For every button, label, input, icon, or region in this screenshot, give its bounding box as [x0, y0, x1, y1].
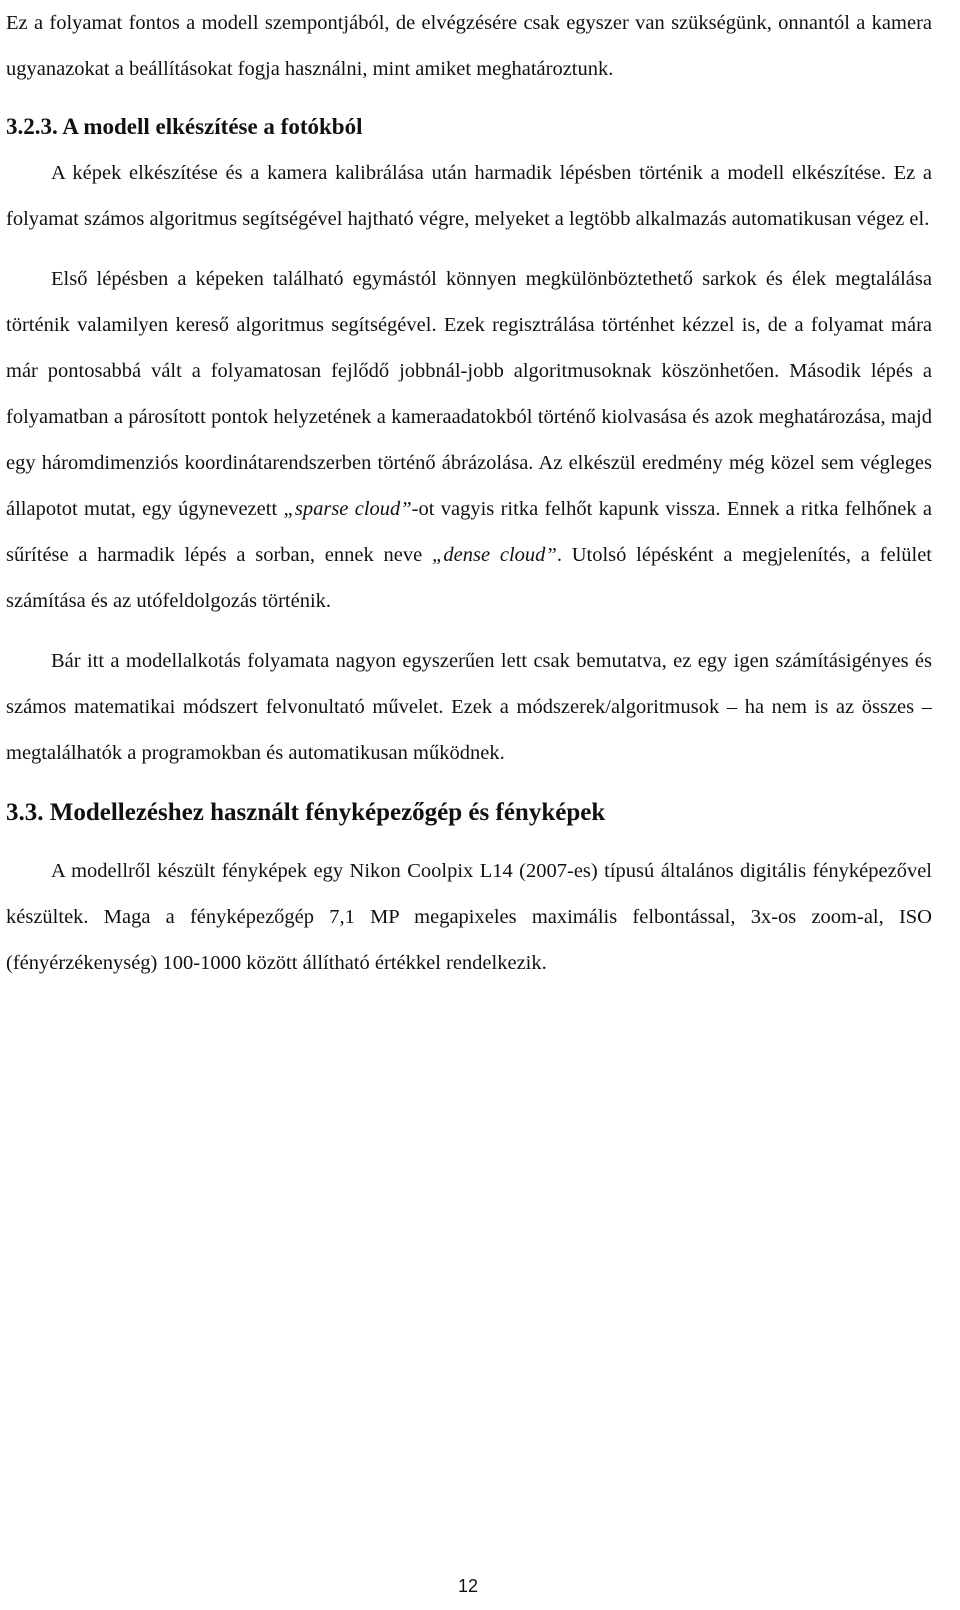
- section-heading: 3.3. Modellezéshez használt fényképezőgép és fényképek: [6, 799, 606, 826]
- model-creation-paragraph: A képek elkészítése és a kamera kalibrálása után harmadik lépésben történik a modell elkészítése. Ez a folyamat számos algoritmus segítségével hajtható végre, melyeket a legtöbb alkalmazás automatikusan végez el.: [6, 162, 932, 230]
- page-number: 12: [457, 1576, 479, 1596]
- process-steps-text-3: . Utolsó lépésként a megjelenítés, a felület számítása és az utófeldolgozás történik.: [6, 544, 933, 612]
- process-steps-text-1: Első lépésben a képeken található egymástól könnyen megkülönböztethető sarkok és élek megtalálása történik valamilyen kereső algoritmus segítségével. Ezek regisztrálása történhet kézzel is, de a folyamat mára már pontosabbá vált a folyamatosan fejlődő jobbnál-jobb algoritmusoknak köszönhetően. Második lépés a folyamatban a párosított pontok helyzetének a kameraadatokból történő kiolvasása és azok meghatározása, majd egy háromdimenziós koordinátarendszerben történő ábrázolása. Az elkészül eredmény még közel sem végleges állapotot mutat, egy úgynevezett: [6, 268, 932, 520]
- process-steps-paragraph: [6, 256, 932, 624]
- document-page: [6, 0, 932, 986]
- intro-paragraph: Ez a folyamat fontos a modell szempontjából, de elvégzésére csak egyszer van szükségünk, onnantól a kamera ugyanazokat a beállításokat fogja használni, mint amiket meghatároztunk.: [6, 12, 932, 80]
- camera-paragraph: A modellről készült fényképek egy Nikon Coolpix L14 (2007-es) típusú általános digitális fényképezővel készültek. Maga a fényképezőgép 7,1 MP megapixeles maximális felbontással, 3x-os zoom-al, ISO (fényérzékenység) 100-1000 között állítható értékkel rendelkezik.: [6, 860, 932, 974]
- summary-paragraph: Bár itt a modellalkotás folyamata nagyon egyszerűen lett csak bemutatva, ez egy igen számításigényes és számos matematikai módszert felvonultató művelet. Ezek a módszerek/algoritmusok – ha nem is az összes – megtalálhatók a programokban és automatikusan működnek.: [6, 650, 932, 764]
- process-steps-text-2: -ot vagyis ritka felhőt kapunk vissza. Ennek a ritka felhőnek a sűrítése a harmadik lépés a sorban, ennek neve: [6, 498, 932, 566]
- subsection-heading: 3.2.3. A modell elkészítése a fotókból: [6, 114, 363, 139]
- sparse-cloud-term: „sparse cloud”: [283, 498, 412, 520]
- dense-cloud-term: „dense cloud”: [432, 544, 557, 566]
